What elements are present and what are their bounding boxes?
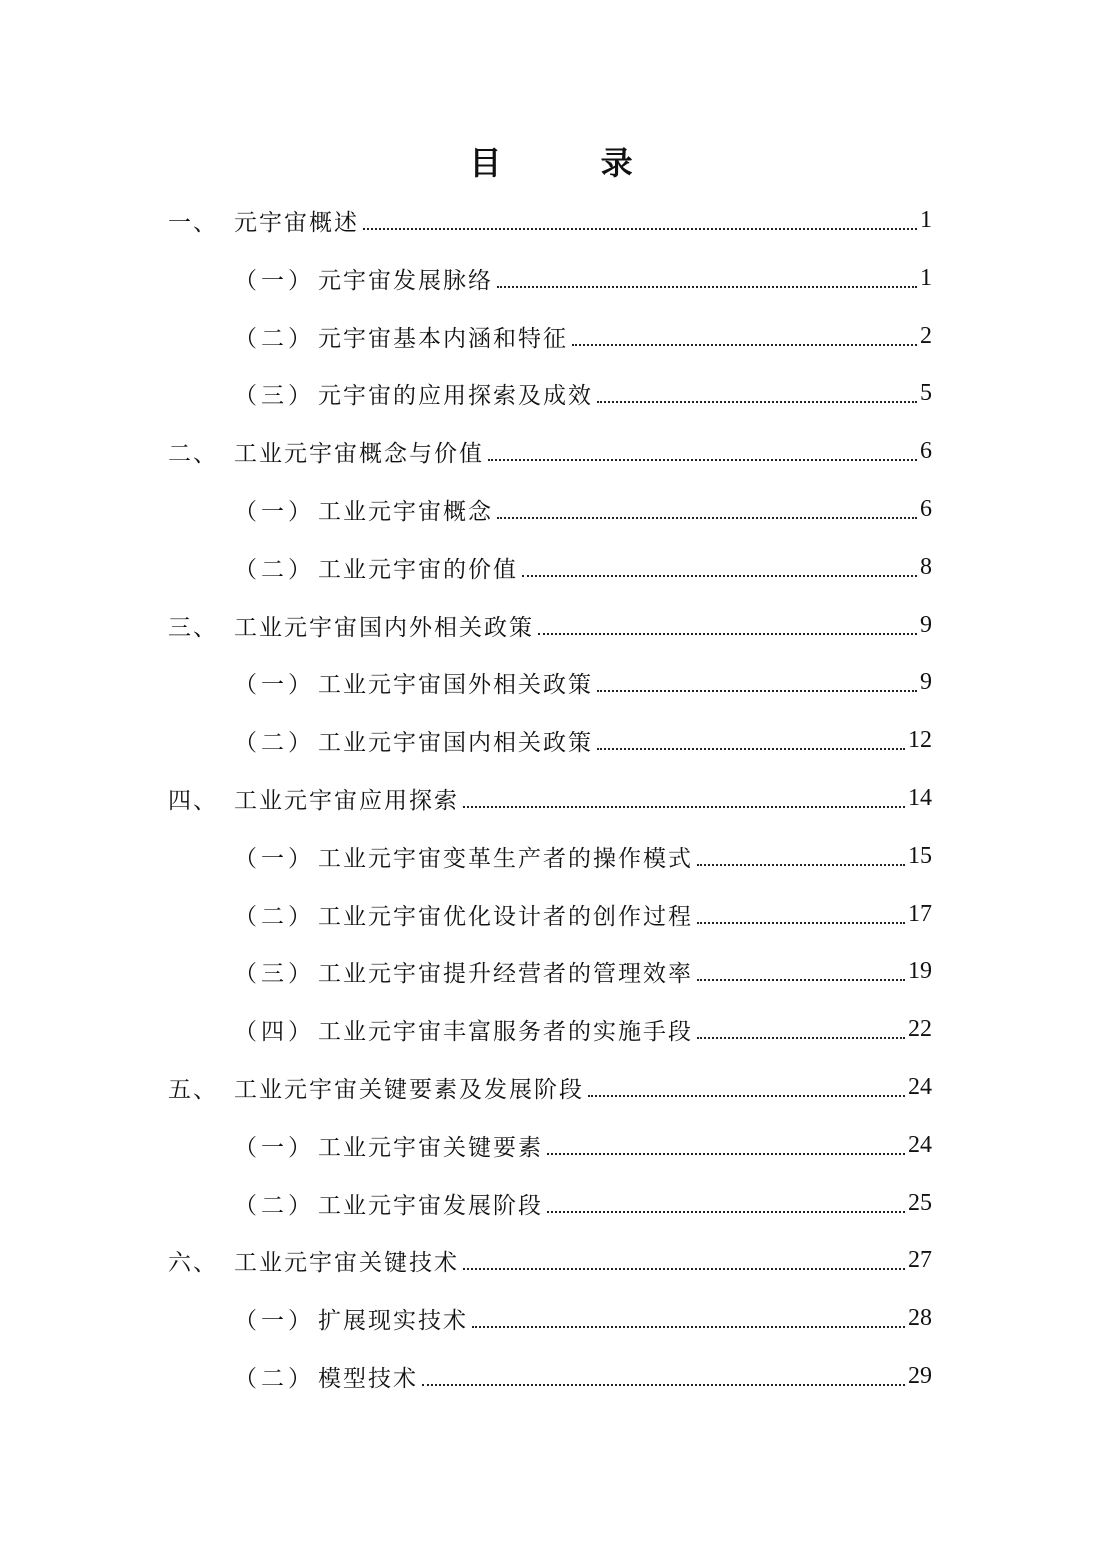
toc-entry-marker: 五、 bbox=[168, 1076, 218, 1103]
toc-chapter-entry[interactable] bbox=[168, 194, 932, 246]
toc-entry-marker: 四、 bbox=[168, 787, 218, 814]
page-title: 目 录 bbox=[469, 144, 677, 182]
toc-page-number: 8 bbox=[920, 553, 932, 580]
toc-page-number: 24 bbox=[908, 1073, 932, 1100]
toc-page-number: 17 bbox=[908, 900, 932, 927]
toc-section-entry[interactable] bbox=[234, 483, 932, 535]
toc-entry-label: 元宇宙的应用探索及成效 bbox=[318, 382, 593, 409]
toc-section-entry[interactable] bbox=[234, 541, 932, 593]
toc-entry-label: 元宇宙概述 bbox=[234, 209, 359, 236]
toc-page-number: 27 bbox=[908, 1246, 932, 1273]
toc-entry-marker: 一、 bbox=[168, 209, 218, 236]
toc-page-number: 28 bbox=[908, 1304, 932, 1331]
toc-dot-leader bbox=[697, 979, 905, 981]
toc-section-entry[interactable] bbox=[234, 1292, 932, 1344]
toc-entry-marker: （三） bbox=[234, 382, 315, 409]
toc-entry-label: 工业元宇宙应用探索 bbox=[234, 787, 459, 814]
toc-page-number: 12 bbox=[908, 726, 932, 753]
toc-section-entry[interactable] bbox=[234, 1177, 932, 1229]
toc-dot-leader bbox=[463, 806, 905, 808]
toc-entry-marker: （二） bbox=[234, 556, 315, 583]
toc-section-entry[interactable] bbox=[234, 252, 932, 304]
toc-entry-marker: 二、 bbox=[168, 440, 218, 467]
toc-entry-label: 工业元宇宙发展阶段 bbox=[318, 1192, 543, 1219]
toc-entry-marker: 六、 bbox=[168, 1249, 218, 1276]
toc-entry-label: 工业元宇宙概念与价值 bbox=[234, 440, 484, 467]
toc-dot-leader bbox=[547, 1153, 905, 1155]
toc-entry-marker: （二） bbox=[234, 903, 315, 930]
toc-dot-leader bbox=[522, 575, 917, 577]
toc-dot-leader bbox=[497, 517, 917, 519]
toc-entry-label: 工业元宇宙关键技术 bbox=[234, 1249, 459, 1276]
toc-page-number: 6 bbox=[920, 495, 932, 522]
toc-entry-marker: （二） bbox=[234, 1365, 315, 1392]
toc-section-entry[interactable] bbox=[234, 714, 932, 766]
toc-page-number: 5 bbox=[920, 379, 932, 406]
toc-entry-label: 模型技术 bbox=[318, 1365, 418, 1392]
toc-dot-leader bbox=[547, 1211, 905, 1213]
toc-entry-label: 工业元宇宙变革生产者的操作模式 bbox=[318, 845, 693, 872]
toc-page-number: 24 bbox=[908, 1131, 932, 1158]
toc-entry-marker: （一） bbox=[234, 498, 315, 525]
toc-entry-marker: （二） bbox=[234, 325, 315, 352]
toc-entry-marker: （二） bbox=[234, 729, 315, 756]
toc-entry-marker: （一） bbox=[234, 1307, 315, 1334]
toc-entry-label: 工业元宇宙国内外相关政策 bbox=[234, 614, 534, 641]
toc-dot-leader bbox=[697, 864, 905, 866]
toc-entry-marker: （一） bbox=[234, 1134, 315, 1161]
toc-dot-leader bbox=[597, 401, 917, 403]
toc-chapter-entry[interactable] bbox=[168, 772, 932, 824]
toc-entry-label: 工业元宇宙丰富服务者的实施手段 bbox=[318, 1018, 693, 1045]
toc-entry-label: 工业元宇宙提升经营者的管理效率 bbox=[318, 960, 693, 987]
toc-entry-marker: 三、 bbox=[168, 614, 218, 641]
toc-section-entry[interactable] bbox=[234, 656, 932, 708]
toc-section-entry[interactable] bbox=[234, 830, 932, 882]
toc-entry-label: 工业元宇宙关键要素及发展阶段 bbox=[234, 1076, 584, 1103]
toc-dot-leader bbox=[572, 344, 917, 346]
toc-section-entry[interactable] bbox=[234, 945, 932, 997]
toc-dot-leader bbox=[497, 286, 917, 288]
toc-dot-leader bbox=[463, 1268, 905, 1270]
toc-section-entry[interactable] bbox=[234, 310, 932, 362]
toc-chapter-entry[interactable] bbox=[168, 1234, 932, 1286]
toc-entry-label: 工业元宇宙概念 bbox=[318, 498, 493, 525]
toc-entry-label: 工业元宇宙的价值 bbox=[318, 556, 518, 583]
toc-page-number: 14 bbox=[908, 784, 932, 811]
toc-page-number: 2 bbox=[920, 322, 932, 349]
toc-dot-leader bbox=[488, 459, 917, 461]
toc-entry-label: 工业元宇宙国外相关政策 bbox=[318, 671, 593, 698]
toc-chapter-entry[interactable] bbox=[168, 425, 932, 477]
toc-chapter-entry[interactable] bbox=[168, 599, 932, 651]
toc-entry-label: 工业元宇宙关键要素 bbox=[318, 1134, 543, 1161]
toc-page-number: 19 bbox=[908, 957, 932, 984]
toc-dot-leader bbox=[588, 1095, 905, 1097]
toc-entry-marker: （一） bbox=[234, 267, 315, 294]
toc-entry-label: 扩展现实技术 bbox=[318, 1307, 468, 1334]
toc-chapter-entry[interactable] bbox=[168, 1061, 932, 1113]
toc-entry-label: 工业元宇宙优化设计者的创作过程 bbox=[318, 903, 693, 930]
toc-dot-leader bbox=[422, 1384, 905, 1386]
toc-entry-label: 元宇宙基本内涵和特征 bbox=[318, 325, 568, 352]
toc-section-entry[interactable] bbox=[234, 1350, 932, 1402]
toc-section-entry[interactable] bbox=[234, 1003, 932, 1055]
toc-entry-marker: （三） bbox=[234, 960, 315, 987]
toc-page-number: 1 bbox=[920, 264, 932, 291]
toc-page-number: 1 bbox=[920, 206, 932, 233]
toc-page-number: 25 bbox=[908, 1189, 932, 1216]
toc-dot-leader bbox=[597, 690, 917, 692]
toc-section-entry[interactable] bbox=[234, 888, 932, 940]
toc-page-number: 29 bbox=[908, 1362, 932, 1389]
toc-dot-leader bbox=[472, 1326, 905, 1328]
toc-page-number: 9 bbox=[920, 668, 932, 695]
toc-entry-label: 元宇宙发展脉络 bbox=[318, 267, 493, 294]
toc-dot-leader bbox=[697, 922, 905, 924]
toc-entry-marker: （四） bbox=[234, 1018, 315, 1045]
toc-page-number: 9 bbox=[920, 611, 932, 638]
toc-dot-leader bbox=[697, 1037, 905, 1039]
toc-section-entry[interactable] bbox=[234, 1119, 932, 1171]
toc-dot-leader bbox=[597, 748, 905, 750]
toc-page-number: 6 bbox=[920, 437, 932, 464]
toc-entry-marker: （一） bbox=[234, 671, 315, 698]
toc-entry-marker: （一） bbox=[234, 845, 315, 872]
toc-page-number: 22 bbox=[908, 1015, 932, 1042]
toc-dot-leader bbox=[363, 228, 917, 230]
toc-entry-label: 工业元宇宙国内相关政策 bbox=[318, 729, 593, 756]
toc-entry-marker: （二） bbox=[234, 1192, 315, 1219]
toc-section-entry[interactable] bbox=[234, 367, 932, 419]
toc-dot-leader bbox=[538, 633, 917, 635]
toc-page-number: 15 bbox=[908, 842, 932, 869]
